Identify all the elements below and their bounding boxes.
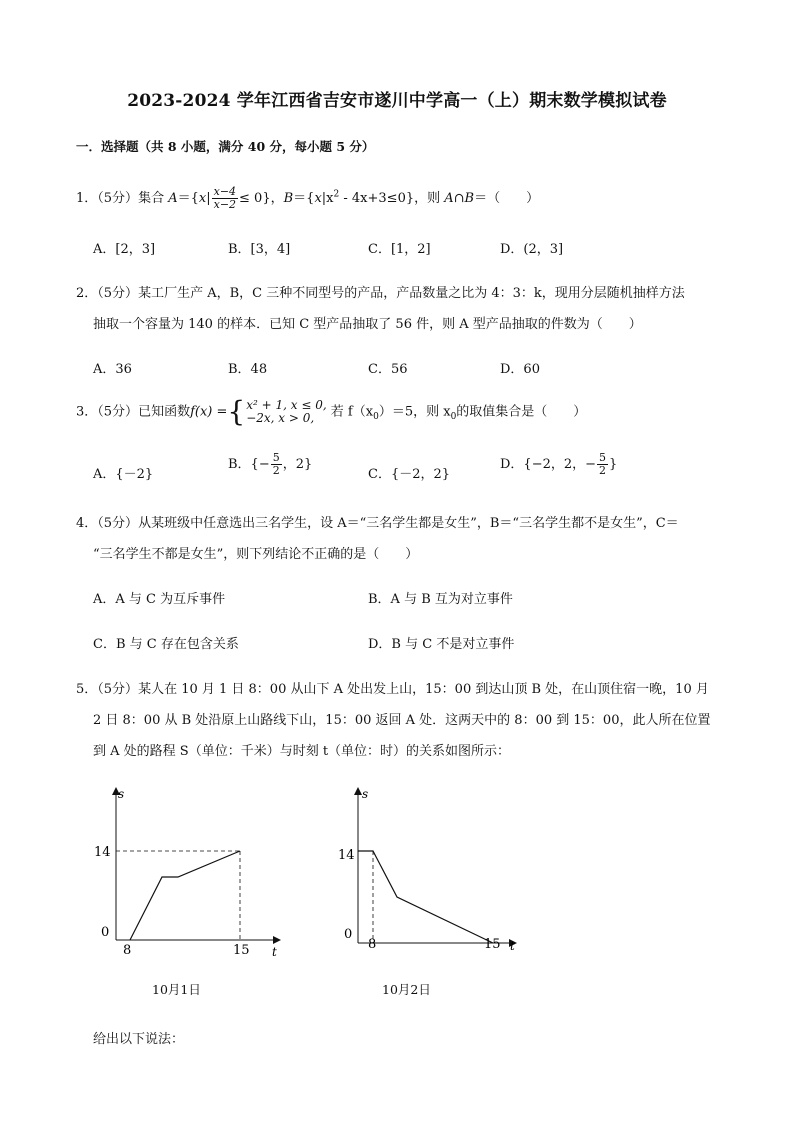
graph1-caption: 10月1日 — [152, 982, 201, 997]
q1-intersection: A∩B — [444, 191, 475, 206]
q2-option-a[interactable]: A．36 — [93, 362, 132, 377]
q5-statements-intro: 给出以下说法： — [93, 1032, 185, 1047]
q3-option-b-fraction — [271, 452, 282, 477]
q4-option-b[interactable]: B．A 与 B 互为对立事件 — [368, 592, 513, 607]
graph2-caption: 10月2日 — [382, 982, 431, 997]
q3-text: 的取值集合是（ ） — [456, 404, 587, 420]
q3-function: f(x) = — [190, 404, 228, 420]
graph1-tick-0: 0 — [101, 925, 110, 940]
q3-option-d-text: D．{−2，2，− — [500, 457, 597, 472]
question-4 — [76, 512, 679, 531]
question-3 — [76, 395, 587, 428]
q1-text: - 4x+3≤0}，则 — [339, 191, 445, 206]
q1-option-d[interactable]: D．(2，3] — [500, 242, 564, 257]
q3-option-d-text: } — [609, 457, 618, 472]
graph2-y-label: s — [362, 787, 369, 801]
q2-number: 2． — [76, 286, 98, 301]
q4-line-1: 从某班级中任意选出三名学生，设 A＝“三名学生都是女生”，B＝“三名学生都不是女生”，C＝ — [138, 516, 679, 531]
q3-option-d[interactable] — [500, 452, 617, 477]
graph-oct-2 — [336, 780, 536, 970]
graph2-tick-8: 8 — [368, 937, 377, 952]
question-2 — [76, 282, 685, 301]
q3-option-b[interactable] — [228, 452, 312, 477]
q3-case-2: −2x, x > 0, — [246, 411, 315, 425]
q3-option-d-fraction — [597, 452, 608, 477]
q4-option-a[interactable]: A．A 与 C 为互斥事件 — [93, 592, 226, 607]
q2-option-d[interactable]: D．60 — [500, 362, 540, 377]
q1-text: | — [206, 191, 211, 206]
q3-brace: { — [227, 395, 246, 428]
graph1-tick-8: 8 — [123, 943, 132, 958]
q5-line-2: 2 日 8：00 从 B 处沿原上山路线下山，15：00 返回 A 处．这两天中的 8：00 到 15：00，此人所在位置 — [93, 713, 711, 728]
q3-option-b-text: ，2} — [282, 457, 313, 472]
q1-fraction-num: x−4 — [213, 185, 237, 198]
q1-fraction — [212, 186, 238, 211]
graph2-tick-0: 0 — [344, 927, 353, 942]
q2-line-1: 某工厂生产 A，B，C 三种不同型号的产品，产品数量之比为 4：3：k，现用分层随机抽样方法 — [138, 286, 685, 301]
question-5 — [76, 678, 709, 697]
q1-exponent: 2 — [333, 189, 340, 200]
graph2-tick-15: 15 — [484, 937, 501, 952]
q1-number: 1． — [76, 191, 98, 206]
q1-set-a: A — [168, 191, 178, 206]
q4-option-d[interactable]: D．B 与 C 不是对立事件 — [368, 637, 515, 652]
question-1 — [76, 186, 539, 211]
q2-option-c[interactable]: C．56 — [368, 362, 408, 377]
graph1-y-label: s — [118, 787, 125, 801]
q5-score: （5分） — [97, 682, 139, 697]
graph-oct-1 — [90, 780, 300, 970]
q3-subscript: 0 — [373, 412, 379, 423]
q2-option-b[interactable]: B．48 — [228, 362, 268, 377]
q3-option-b-num: 5 — [272, 451, 280, 464]
graph2-tick-14: 14 — [338, 848, 355, 863]
q1-text: ＝（ ） — [474, 191, 540, 206]
q3-option-c[interactable]: C．{－2，2} — [368, 467, 451, 482]
q1-var: x — [314, 191, 322, 206]
paper-title: 2023-2024 学年江西省吉安市遂川中学高一（上）期末数学模拟试卷 — [127, 91, 667, 111]
graph2-x-label: t — [510, 939, 515, 953]
q5-line-3: 到 A 处的路程 S（单位：千米）与时刻 t（单位：时）的关系如图所示： — [93, 744, 511, 759]
q5-line-1: 某人在 10 月 1 日 8：00 从山下 A 处出发上山，15：00 到达山顶 B 处，在山顶住宿一晚，10 月 — [138, 682, 709, 697]
q3-option-b-text: B．{− — [228, 457, 270, 472]
q4-score: （5分） — [97, 516, 139, 531]
q3-option-d-den: 2 — [599, 464, 607, 477]
graph1-tick-15: 15 — [233, 943, 250, 958]
q3-subscript: 0 — [450, 412, 457, 423]
q4-option-c[interactable]: C．B 与 C 存在包含关系 — [93, 637, 239, 652]
q3-option-d-num: 5 — [599, 451, 607, 464]
q3-score: （5分） — [97, 404, 139, 420]
q1-text: ＝{ — [293, 191, 315, 206]
q1-option-a[interactable]: A．[2，3] — [93, 242, 156, 257]
q1-text: 集合 — [138, 191, 169, 206]
q1-fraction-den: x−2 — [213, 198, 237, 211]
q1-score: （5分） — [97, 191, 139, 206]
graph1-tick-14: 14 — [94, 845, 111, 860]
graph1-curve — [130, 851, 240, 940]
q2-line-2: 抽取一个容量为 140 的样本．已知 C 型产品抽取了 56 件，则 A 型产品抽取的件数为（ ） — [93, 317, 642, 332]
q3-case-1: x² + 1, x ≤ 0, — [246, 398, 327, 412]
q3-piecewise — [246, 399, 326, 425]
q3-option-b-den: 2 — [272, 464, 280, 477]
q1-text: ＝{ — [177, 191, 199, 206]
q4-number: 4． — [76, 516, 98, 531]
graph1-x-label: t — [272, 945, 277, 959]
q1-text: ≤ 0}， — [239, 191, 284, 206]
q1-var: x — [198, 191, 207, 206]
q1-option-b[interactable]: B．[3，4] — [228, 242, 291, 257]
q2-score: （5分） — [97, 286, 139, 301]
q1-set-b: B — [283, 191, 294, 206]
q3-option-a[interactable]: A．{－2} — [93, 467, 154, 482]
q1-option-c[interactable]: C．[1，2] — [368, 242, 431, 257]
q3-number: 3． — [76, 404, 98, 420]
q5-number: 5． — [76, 682, 98, 697]
q3-text: 若 f（x — [330, 404, 374, 420]
q3-text: 已知函数 — [138, 404, 191, 420]
q3-text: ）＝5，则 x — [378, 404, 451, 420]
section-heading: 一．选择题（共 8 小题，满分 40 分，每小题 5 分） — [76, 139, 375, 154]
q4-line-2: “三名学生不都是女生”，则下列结论不正确的是（ ） — [93, 547, 419, 562]
graph2-curve — [358, 851, 493, 943]
q1-text: |x — [321, 191, 334, 206]
